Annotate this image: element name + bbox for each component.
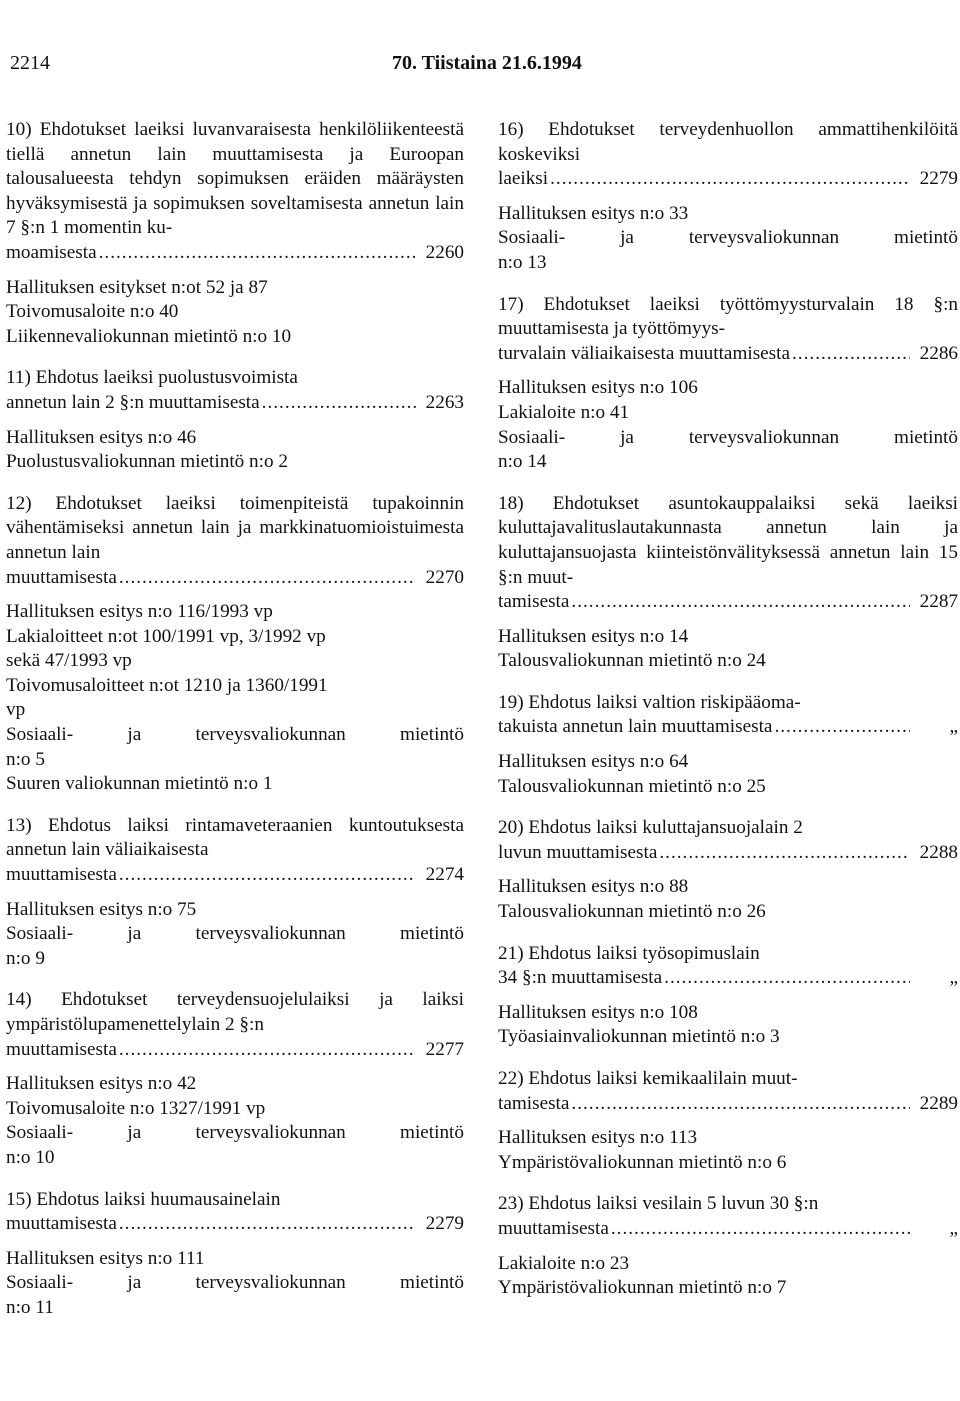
item-references bbox=[498, 625, 958, 674]
item-title-tail: turvalain väliaikaisesta muuttamisesta bbox=[498, 342, 790, 364]
dot-leader bbox=[571, 1092, 910, 1117]
item-title-tail: annetun lain 2 §:n muuttamisesta bbox=[6, 391, 260, 413]
item-page-ref: „ bbox=[949, 967, 958, 989]
reference-line: Sosiaali- ja terveysvaliokunnan mietintö bbox=[6, 1122, 464, 1144]
item-page-ref: 2287 bbox=[919, 591, 958, 613]
right-column bbox=[498, 118, 958, 1318]
item-title-text: 12) Ehdotukset laeiksi toimenpiteistä tupakoinnin vähentämiseksi annetun lain ja markkinatuomioistuimesta annetun lain bbox=[6, 492, 464, 563]
item-references bbox=[498, 875, 958, 924]
item-title-text: 15) Ehdotus laiksi huumausainelain bbox=[6, 1188, 281, 1210]
reference-line: Toivomusaloitteet n:ot 1210 ja 1360/1991 bbox=[6, 674, 328, 696]
item-title-last-line bbox=[498, 1217, 958, 1242]
item-page-ref: „ bbox=[949, 1217, 958, 1239]
agenda-item bbox=[6, 988, 464, 1170]
reference-line: Hallituksen esitys n:o 108 bbox=[498, 1001, 698, 1023]
agenda-item bbox=[6, 492, 464, 797]
dot-leader bbox=[99, 241, 416, 266]
item-page-ref: 2277 bbox=[425, 1038, 464, 1060]
reference-line: Ympäristövaliokunnan mietintö n:o 7 bbox=[498, 1277, 787, 1299]
agenda-item bbox=[498, 942, 958, 1050]
agenda-item bbox=[6, 1188, 464, 1321]
item-title bbox=[6, 1188, 464, 1213]
reference-line: sekä 47/1993 vp bbox=[6, 650, 132, 672]
reference-line: Hallituksen esitys n:o 46 bbox=[6, 426, 197, 448]
left-column bbox=[6, 118, 464, 1338]
reference-line: Talousvaliokunnan mietintö n:o 25 bbox=[498, 775, 766, 797]
reference-line: Ympäristövaliokunnan mietintö n:o 6 bbox=[498, 1151, 787, 1173]
item-title-text: 22) Ehdotus laiksi kemikaalilain muut- bbox=[498, 1068, 798, 1089]
item-references bbox=[6, 426, 464, 475]
item-references bbox=[6, 600, 464, 797]
reference-line: Hallituksen esitys n:o 88 bbox=[498, 876, 689, 898]
item-title-last-line bbox=[6, 391, 464, 416]
item-title-last-line bbox=[498, 167, 958, 192]
dot-leader bbox=[611, 1217, 910, 1242]
item-title-text: 11) Ehdotus laeiksi puolustusvoimista bbox=[6, 367, 298, 389]
reference-line: Puolustusvaliokunnan mietintö n:o 2 bbox=[6, 451, 288, 473]
item-page-ref: 2286 bbox=[919, 342, 958, 364]
item-title-last-line bbox=[498, 966, 958, 991]
item-title bbox=[6, 814, 464, 863]
agenda-item bbox=[498, 492, 958, 674]
item-page-ref: 2274 bbox=[425, 864, 464, 886]
item-references bbox=[498, 376, 958, 474]
agenda-item bbox=[498, 293, 958, 475]
item-title-last-line bbox=[498, 841, 958, 866]
reference-line: Talousvaliokunnan mietintö n:o 26 bbox=[498, 901, 766, 923]
agenda-item bbox=[498, 1192, 958, 1300]
item-title-tail: takuista annetun lain muuttamisesta bbox=[498, 716, 773, 738]
item-title-last-line bbox=[6, 566, 464, 591]
item-title bbox=[498, 492, 958, 590]
item-title-text: 19) Ehdotus laiksi valtion riskipääoma- bbox=[498, 691, 801, 713]
reference-line: Hallituksen esitys n:o 111 bbox=[6, 1247, 205, 1269]
reference-line: n:o 14 bbox=[498, 451, 547, 473]
item-title-text: 17) Ehdotukset laeiksi työttömyysturvalain 18 §:n muuttamisesta ja työttömyys- bbox=[498, 293, 958, 340]
agenda-item bbox=[498, 691, 958, 799]
item-title-tail: tamisesta bbox=[498, 591, 570, 613]
item-title-last-line bbox=[498, 342, 958, 367]
item-title bbox=[6, 988, 464, 1037]
agenda-item bbox=[498, 816, 958, 924]
reference-line: n:o 9 bbox=[6, 947, 45, 969]
item-references bbox=[6, 1072, 464, 1170]
item-title bbox=[498, 1067, 958, 1092]
item-references bbox=[498, 1001, 958, 1050]
dot-leader bbox=[262, 391, 416, 416]
dot-leader bbox=[550, 167, 910, 192]
item-title-tail: muuttamisesta bbox=[6, 1213, 117, 1235]
item-title-tail: tamisesta bbox=[498, 1092, 570, 1114]
agenda-item bbox=[498, 118, 958, 276]
item-page-ref: 2260 bbox=[425, 241, 464, 263]
item-title-tail: muuttamisesta bbox=[6, 864, 117, 886]
item-page-ref: 2288 bbox=[919, 841, 958, 863]
item-title-last-line bbox=[6, 241, 464, 266]
item-title-text: 23) Ehdotus laiksi vesilain 5 luvun 30 §:n bbox=[498, 1193, 819, 1215]
item-title-text: 13) Ehdotus laiksi rintamaveteraanien kuntoutuksesta annetun lain väliaikaisesta bbox=[6, 814, 464, 861]
reference-line: Hallituksen esitys n:o 106 bbox=[498, 377, 698, 399]
item-references bbox=[6, 1247, 464, 1321]
item-title-tail: muuttamisesta bbox=[498, 1217, 609, 1239]
item-title-text: 21) Ehdotus laiksi työsopimuslain bbox=[498, 942, 760, 964]
agenda-item bbox=[498, 1067, 958, 1175]
reference-line: Liikennevaliokunnan mietintö n:o 10 bbox=[6, 325, 292, 347]
item-title-last-line bbox=[6, 1212, 464, 1237]
item-page-ref: „ bbox=[949, 716, 958, 738]
dot-leader bbox=[571, 590, 910, 615]
reference-line: Sosiaali- ja terveysvaliokunnan mietintö bbox=[498, 426, 958, 448]
reference-line: n:o 11 bbox=[6, 1296, 54, 1318]
item-title bbox=[498, 691, 958, 716]
dot-leader bbox=[774, 715, 910, 740]
item-title-last-line bbox=[498, 715, 958, 740]
item-title-tail: moamisesta bbox=[6, 241, 97, 263]
item-title-last-line bbox=[498, 590, 958, 615]
item-references bbox=[6, 276, 464, 350]
reference-line: Talousvaliokunnan mietintö n:o 24 bbox=[498, 650, 766, 672]
item-title bbox=[6, 366, 464, 391]
reference-line: n:o 13 bbox=[498, 251, 547, 273]
item-page-ref: 2279 bbox=[919, 168, 958, 190]
dot-leader bbox=[664, 966, 910, 991]
dot-leader bbox=[659, 841, 910, 866]
reference-line: Suuren valiokunnan mietintö n:o 1 bbox=[6, 773, 273, 795]
reference-line: Sosiaali- ja terveysvaliokunnan mietintö bbox=[6, 923, 464, 945]
item-title bbox=[498, 1192, 958, 1217]
item-title-last-line bbox=[6, 863, 464, 888]
item-title bbox=[6, 492, 464, 566]
reference-line: Lakialoite n:o 41 bbox=[498, 401, 630, 423]
item-title-tail: 34 §:n muuttamisesta bbox=[498, 967, 663, 989]
item-title bbox=[498, 942, 958, 967]
reference-line: Toivomusaloite n:o 40 bbox=[6, 301, 179, 323]
item-references bbox=[498, 1252, 958, 1301]
item-page-ref: 2279 bbox=[425, 1213, 464, 1235]
item-title-last-line bbox=[498, 1092, 958, 1117]
item-title-text: 14) Ehdotukset terveydensuojelulaiksi ja laiksi ympäristölupamenettelylain 2 §:n bbox=[6, 989, 464, 1035]
item-title bbox=[498, 816, 958, 841]
reference-line: Sosiaali- ja terveysvaliokunnan mietintö bbox=[6, 1272, 464, 1294]
item-title bbox=[6, 118, 464, 241]
dot-leader bbox=[119, 1212, 416, 1237]
agenda-item bbox=[6, 366, 464, 474]
item-title-tail: muuttamisesta bbox=[6, 566, 117, 588]
page-number: 2214 bbox=[10, 52, 50, 74]
item-references bbox=[498, 1126, 958, 1175]
reference-line: n:o 5 bbox=[6, 748, 45, 770]
item-page-ref: 2263 bbox=[425, 391, 464, 413]
item-page-ref: 2289 bbox=[919, 1092, 958, 1114]
item-title-tail: muuttamisesta bbox=[6, 1038, 117, 1060]
reference-line: vp bbox=[6, 699, 26, 721]
reference-line: Hallituksen esitys n:o 33 bbox=[498, 202, 689, 224]
reference-line: Hallituksen esitys n:o 116/1993 vp bbox=[6, 601, 273, 623]
reference-line: Hallituksen esitys n:o 14 bbox=[498, 625, 689, 647]
item-page-ref: 2270 bbox=[425, 566, 464, 588]
reference-line: Sosiaali- ja terveysvaliokunnan mietintö bbox=[6, 724, 464, 746]
agenda-item bbox=[6, 118, 464, 349]
agenda-item bbox=[6, 814, 464, 972]
item-title bbox=[498, 118, 958, 167]
item-title-tail: luvun muuttamisesta bbox=[498, 841, 658, 863]
dot-leader bbox=[119, 863, 416, 888]
item-title-text: 10) Ehdotukset laeiksi luvanvaraisesta henkilöliikenteestä tiellä annetun lain muuttamisesta ja Euroopan talousalueesta tehdyn sopimuksen eräiden määräysten hyväksymisestä ja sopimuksen soveltamisesta annetun lain 7 §:n 1 momentin ku- bbox=[6, 119, 464, 239]
dot-leader bbox=[792, 342, 910, 367]
reference-line: Toivomusaloite n:o 1327/1991 vp bbox=[6, 1097, 266, 1119]
item-title-text: 18) Ehdotukset asuntokauppalaiksi sekä laeiksi kuluttajavalituslautakunnasta annetun lain ja kuluttajansuojasta kiinteistönvälityksessä annetun lain 15 §:n muut- bbox=[498, 492, 958, 588]
item-title bbox=[498, 293, 958, 342]
dot-leader bbox=[119, 1038, 416, 1063]
reference-line: Hallituksen esitykset n:ot 52 ja 87 bbox=[6, 276, 268, 298]
item-title-text: 20) Ehdotus laiksi kuluttajansuojalain 2 bbox=[498, 817, 803, 839]
page-header bbox=[10, 52, 948, 82]
item-title-text: 16) Ehdotukset terveydenhuollon ammattihenkilöitä koskeviksi bbox=[498, 119, 958, 165]
reference-line: Lakialoitteet n:ot 100/1991 vp, 3/1992 vp bbox=[6, 625, 326, 647]
reference-line: n:o 10 bbox=[6, 1146, 55, 1168]
reference-line: Hallituksen esitys n:o 64 bbox=[498, 751, 689, 773]
dot-leader bbox=[119, 566, 416, 591]
reference-line: Hallituksen esitys n:o 42 bbox=[6, 1073, 197, 1095]
item-references bbox=[6, 898, 464, 972]
reference-line: Hallituksen esitys n:o 113 bbox=[498, 1127, 698, 1149]
reference-line: Sosiaali- ja terveysvaliokunnan mietintö bbox=[498, 227, 958, 249]
item-title-last-line bbox=[6, 1038, 464, 1063]
issue-date: 70. Tiistaina 21.6.1994 bbox=[392, 52, 582, 74]
reference-line: Työasiainvaliokunnan mietintö n:o 3 bbox=[498, 1026, 780, 1048]
item-references bbox=[498, 202, 958, 276]
item-title-tail: laeiksi bbox=[498, 168, 549, 190]
reference-line: Hallituksen esitys n:o 75 bbox=[6, 898, 197, 920]
item-references bbox=[498, 750, 958, 799]
reference-line: Lakialoite n:o 23 bbox=[498, 1252, 630, 1274]
